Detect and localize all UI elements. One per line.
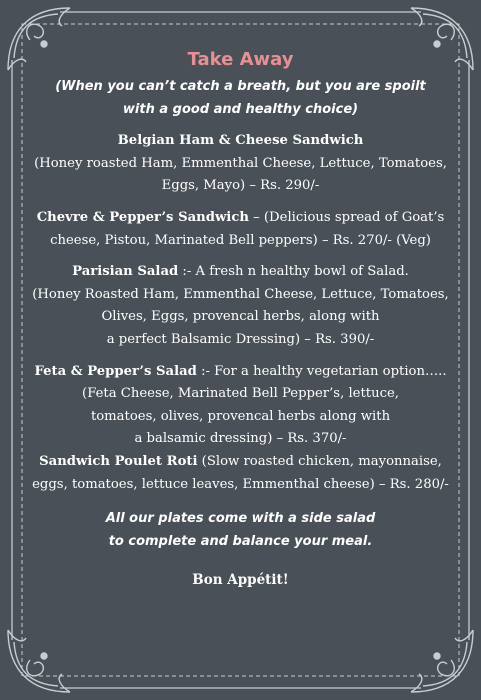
item-name: Sandwich Poulet Roti	[39, 453, 198, 469]
menu-signoff: Bon Appétit!	[192, 572, 289, 589]
menu-content	[30, 48, 451, 592]
item-description: a balsamic dressing) – Rs. 370/-	[134, 431, 347, 447]
menu-item-feta-peppers-salad	[30, 361, 451, 451]
item-name: Parisian Salad	[72, 264, 179, 280]
footer-line: All our plates come with a side salad	[105, 511, 376, 527]
item-description: (Honey Roasted Ham, Emmenthal Cheese, Lettuce, Tomatoes,	[32, 286, 449, 302]
item-description: Eggs, Mayo) – Rs. 290/-	[161, 178, 320, 194]
item-description: cheese, Pistou, Marinated Bell peppers) – Rs. 270/- (Veg)	[50, 232, 431, 248]
menu-title: Take Away	[187, 49, 294, 70]
menu-item-belgian-ham-sandwich	[30, 130, 451, 198]
menu-footer-note	[30, 508, 451, 553]
item-description: eggs, tomatoes, lettuce leaves, Emmenthal cheese) – Rs. 280/-	[32, 476, 449, 492]
footer-line: to complete and balance your meal.	[108, 533, 373, 549]
item-name: Chevre & Pepper’s Sandwich	[36, 209, 249, 225]
item-description: :- A fresh n healthy bowl of Salad.	[178, 264, 409, 280]
menu-item-parisian-salad	[30, 261, 451, 351]
menu-item-chevre-peppers-sandwich	[30, 207, 451, 252]
item-description: :- For a healthy vegetarian option…..	[196, 363, 447, 379]
item-description: – (Delicious spread of Goat’s	[248, 209, 445, 225]
item-description: Olives, Eggs, provencal herbs, along with	[101, 309, 380, 325]
corner-ornament-bottom-left-icon	[8, 630, 70, 692]
item-name: Belgian Ham & Cheese Sandwich	[117, 133, 364, 149]
item-description: (Honey roasted Ham, Emmenthal Cheese, Lettuce, Tomatoes,	[34, 155, 447, 171]
subtitle-line: with a good and healthy choice)	[122, 101, 359, 117]
menu-item-sandwich-poulet-roti	[30, 451, 451, 496]
item-description: a perfect Balsamic Dressing) – Rs. 390/-	[106, 331, 375, 347]
item-description: (Slow roasted chicken, mayonnaise,	[197, 453, 442, 469]
corner-ornament-bottom-right-icon	[411, 630, 473, 692]
menu-subtitle	[30, 76, 451, 121]
item-description: (Feta Cheese, Marinated Bell Pepper’s, lettuce,	[82, 386, 399, 402]
subtitle-line: (When you can’t catch a breath, but you are spoilt	[55, 79, 426, 94]
item-description: tomatoes, olives, provencal herbs along with	[90, 408, 391, 424]
item-name: Feta & Pepper’s Salad	[34, 363, 197, 379]
